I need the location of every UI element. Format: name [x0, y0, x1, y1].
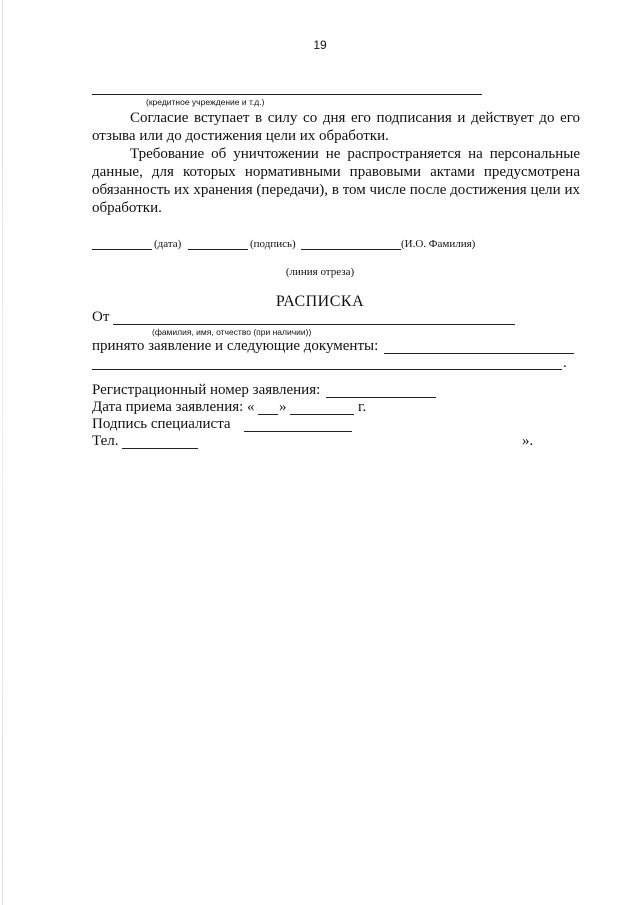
credit-institution-caption: (кредитное учреждение и т.д.) — [146, 97, 265, 107]
acceptance-date-quote: » — [279, 399, 287, 415]
credit-institution-line — [92, 94, 482, 95]
date-caption: (дата) — [154, 238, 182, 250]
fio-caption: (фамилия, имя, отчество (при наличии)) — [152, 327, 312, 337]
from-line[interactable] — [113, 324, 515, 325]
consent-paragraph: Согласие вступает в силу со дня его подписания и действует до его отзыва или до достижения цели их обработки. — [92, 110, 580, 144]
cut-line-label: (линия отреза) — [285, 266, 355, 278]
receipt-title: РАСПИСКА — [275, 293, 365, 310]
scan-edge — [2, 0, 3, 905]
name-line[interactable] — [301, 249, 401, 250]
accepted-label: принято заявление и следующие документы: — [92, 338, 379, 354]
signature-line[interactable] — [188, 249, 248, 250]
specialist-signature-line[interactable] — [244, 431, 352, 432]
acceptance-date-label: Дата приема заявления: « — [92, 399, 255, 415]
date-line[interactable] — [92, 249, 152, 250]
reg-number-line[interactable] — [326, 397, 436, 398]
specialist-signature-label: Подпись специалиста — [92, 416, 231, 432]
phone-label: Тел. — [92, 433, 119, 449]
destruction-paragraph: Требование об уничтожении не распространяется на персональные данные, для которых нормативными правовыми актами предусмотрена обязанность их хранения (передачи), в том числе после достижения цели их обработки. — [92, 146, 580, 216]
reg-number-label: Регистрационный номер заявления: — [92, 382, 321, 398]
page-number: 19 — [313, 38, 327, 52]
closing-quote: ». — [522, 433, 534, 449]
acceptance-year-suffix: г. — [358, 399, 367, 415]
documents-line-1[interactable] — [384, 353, 574, 354]
acceptance-month-line[interactable] — [290, 414, 354, 415]
signature-caption: (подпись) — [250, 238, 296, 250]
documents-line-end: . — [563, 355, 567, 371]
acceptance-day-line[interactable] — [258, 414, 278, 415]
phone-line[interactable] — [122, 448, 198, 449]
documents-line-2[interactable] — [92, 369, 562, 370]
name-caption: (И.О. Фамилия) — [401, 238, 476, 250]
from-label: От — [92, 309, 110, 325]
